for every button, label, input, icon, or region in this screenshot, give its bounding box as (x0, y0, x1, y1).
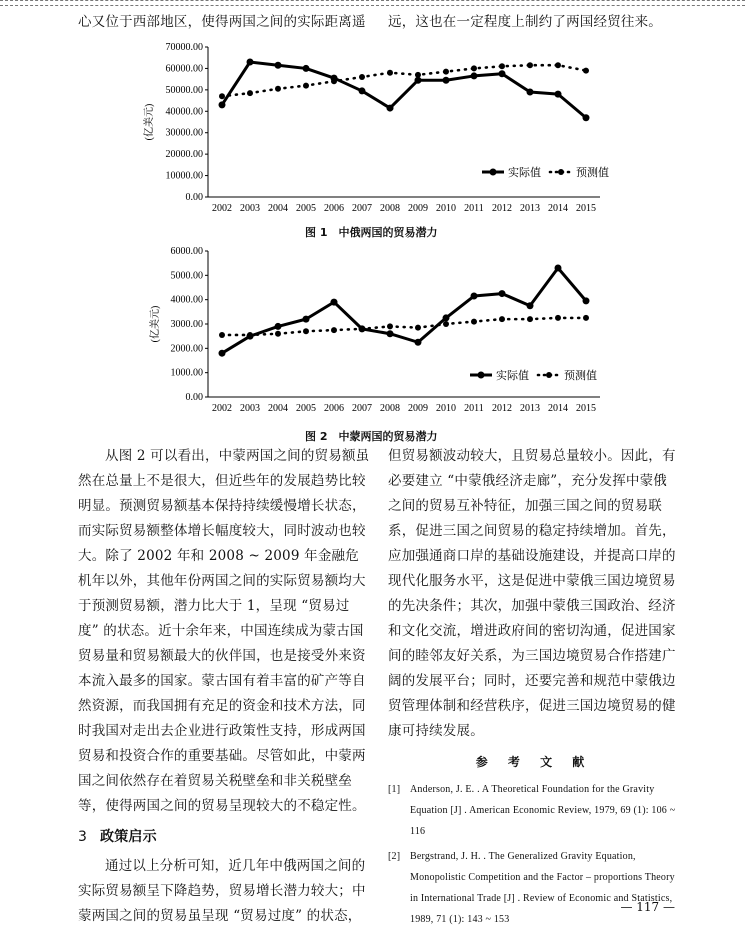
x-tick-label: 2015 (576, 403, 596, 414)
body-paragraph: 从图 2 可以看出，中蒙两国之间的贸易额虽然在总量上不是很大，但近些年的发展趋势比较明显。预测贸易额基本保持持续缓慢增长状态，而实际贸易额整体增长幅度较大，同时波动也较大。除了 2002 年和 2008 ~ 2009 年金融危机年以外，其他年份两国之间的实际贸易额均大于预测贸易额，潜力比大于 1，呈现 “贸易过度” 的状态。近十余年来，中国连续成为蒙古国贸易量和贸易额最大的伙伴国，也是接受外来资本流入最多的国家。蒙古国有着丰富的矿产等自然资源，而我国拥有充足的资金和技术方法，同时我国对走出去企业进行政策性支持，形成两国贸易和投资合作的重要基础。尽管如此，中蒙两国之间依然存在着贸易关税壁垒和非关税壁垒等，使得两国之间的贸易呈现较大的不稳定性。 (78, 448, 370, 814)
data-point-actual (583, 114, 590, 121)
y-tick-label: 5000.00 (170, 270, 203, 282)
page-number: — 117 — (620, 900, 675, 914)
data-point-actual (275, 62, 282, 69)
legend-label-predicted: 预测值 (576, 167, 609, 179)
x-tick-label: 2013 (520, 203, 540, 214)
data-point-actual (499, 290, 506, 297)
data-point-predicted (303, 328, 309, 334)
x-tick-label: 2014 (548, 403, 568, 414)
x-tick-label: 2009 (408, 403, 428, 414)
x-tick-label: 2003 (240, 203, 260, 214)
data-point-predicted (247, 90, 253, 96)
x-tick-label: 2007 (352, 403, 372, 414)
x-tick-label: 2010 (436, 403, 456, 414)
x-tick-label: 2004 (268, 203, 288, 214)
data-point-predicted (331, 327, 337, 333)
data-point-predicted (471, 65, 477, 71)
data-point-actual (527, 302, 534, 309)
data-point-predicted (275, 86, 281, 92)
body-paragraph: 通过以上分析可知，近几年中俄两国之间的实际贸易额呈下降趋势，贸易增长潜力较大；中蒙两国之间的贸易虽呈现 “贸易过度” 的状态， (78, 858, 366, 924)
data-point-predicted (555, 315, 561, 321)
data-point-predicted (499, 316, 505, 322)
figure-2-caption: 图 2 中蒙两国的贸易潜力 (305, 430, 438, 443)
left-column (78, 444, 370, 929)
legend-marker-actual (490, 169, 497, 176)
data-point-predicted (387, 323, 393, 329)
y-tick-label: 3000.00 (170, 319, 203, 330)
x-tick-label: 2013 (520, 403, 540, 414)
data-point-predicted (219, 93, 225, 99)
data-point-predicted (359, 74, 365, 80)
section-heading (78, 825, 370, 850)
data-point-actual (555, 265, 562, 272)
y-tick-label: 30000.00 (165, 127, 203, 139)
data-point-predicted (499, 63, 505, 69)
data-point-predicted (443, 321, 449, 327)
legend-label-actual: 实际值 (508, 167, 541, 179)
y-tick-label: 50000.00 (165, 84, 203, 96)
reference-item (388, 779, 680, 842)
y-tick-label: 70000.00 (165, 42, 203, 53)
x-tick-label: 2009 (408, 203, 428, 214)
figure-1-caption: 图 1 中俄两国的贸易潜力 (305, 226, 438, 239)
top-text-right: 远，这也在一定程度上制约了两国经贸往来。 (388, 14, 662, 30)
x-tick-label: 2012 (492, 203, 512, 214)
x-tick-label: 2015 (576, 203, 596, 214)
figure-1 (0, 36, 745, 239)
data-point-actual (303, 65, 310, 72)
figure-2-chart (0, 240, 745, 420)
data-point-predicted (303, 83, 309, 89)
data-point-actual (555, 91, 562, 98)
figure-1-chart (0, 36, 745, 221)
x-tick-label: 2014 (548, 203, 568, 214)
references-heading: 参 考 文 献 (475, 755, 593, 769)
x-tick-label: 2005 (296, 403, 316, 414)
y-axis-label: (亿美元) (144, 103, 155, 141)
x-tick-label: 2007 (352, 203, 372, 214)
x-tick-label: 2006 (324, 403, 344, 414)
y-tick-label: 4000.00 (170, 294, 203, 306)
data-point-predicted (443, 69, 449, 75)
data-point-actual (583, 297, 590, 304)
data-point-predicted (331, 78, 337, 84)
data-point-actual (247, 59, 254, 66)
y-tick-label: 20000.00 (165, 149, 203, 161)
data-point-predicted (275, 331, 281, 337)
legend-marker-predicted (546, 372, 552, 378)
data-point-actual (443, 314, 450, 321)
x-tick-label: 2008 (380, 203, 400, 214)
data-point-actual (275, 323, 282, 330)
y-tick-label: 40000.00 (165, 106, 203, 118)
y-tick-label: 6000.00 (170, 246, 203, 257)
data-point-actual (443, 77, 450, 84)
data-point-predicted (583, 68, 589, 74)
y-tick-label: 60000.00 (165, 63, 203, 75)
data-point-actual (471, 293, 478, 300)
x-tick-label: 2003 (240, 403, 260, 414)
data-point-predicted (359, 326, 365, 332)
data-point-actual (331, 299, 338, 306)
y-tick-label: 1000.00 (170, 367, 203, 379)
data-point-predicted (387, 70, 393, 76)
data-point-predicted (527, 62, 533, 68)
y-tick-label: 0.00 (185, 392, 203, 403)
data-point-actual (219, 101, 226, 108)
y-axis-label: (亿美元) (150, 305, 161, 343)
legend-label-predicted: 预测值 (564, 370, 597, 382)
x-tick-label: 2002 (212, 203, 232, 214)
data-point-predicted (247, 332, 253, 338)
data-point-predicted (219, 332, 225, 338)
reference-number: [2] (388, 851, 401, 862)
data-point-predicted (415, 325, 421, 331)
data-point-actual (303, 316, 310, 323)
series-line-actual (222, 268, 586, 353)
data-point-predicted (415, 72, 421, 78)
reference-text: Bergstrand, J. H. . The Generalized Gravity Equation, Monopolistic Competition and the Factor – proportions Theory in International Trade [J] . Review of Economic and Statistics, 1989, 71 (1): 143 ~ 153 (410, 851, 675, 925)
x-tick-label: 2010 (436, 203, 456, 214)
legend-marker-predicted (558, 169, 564, 175)
data-point-actual (387, 105, 394, 112)
data-point-actual (415, 339, 422, 346)
x-tick-label: 2002 (212, 403, 232, 414)
top-text-left: 心又位于西部地区，使得两国之间的实际距离遥 (78, 14, 366, 30)
legend-label-actual: 实际值 (496, 370, 529, 382)
x-tick-label: 2012 (492, 403, 512, 414)
reference-item (388, 846, 680, 930)
section-title: 政策启示 (100, 829, 157, 845)
body-paragraph: 但贸易额波动较大，且贸易总量较小。因此，有必要建立 “中蒙俄经济走廊”，充分发挥中蒙俄之间的贸易互补特征，加强三国之间的贸易联系，促进三国之间贸易的稳定持续增加。首先，应加强通商口岸的基础设施建设，并提高口岸的现代化服务水平，这是促进中蒙俄三国边境贸易的先决条件；其次，加强中蒙俄三国政治、经济和文化交流，增进政府间的密切沟通，促进国家间的睦邻友好关系，为三国边境贸易合作搭建广阔的发展平台；同时，还要完善和规范中蒙俄边贸管理体制和经营秩序，促进三国边境贸易的健康可持续发展。 (388, 448, 676, 739)
data-point-actual (499, 70, 506, 77)
reference-number: [1] (388, 784, 401, 795)
right-column (388, 444, 680, 930)
data-point-predicted (555, 62, 561, 68)
x-tick-label: 2004 (268, 403, 288, 414)
data-point-predicted (583, 315, 589, 321)
data-point-actual (359, 87, 366, 94)
x-tick-label: 2011 (464, 203, 484, 214)
data-point-actual (527, 89, 534, 96)
x-tick-label: 2008 (380, 403, 400, 414)
data-point-predicted (527, 316, 533, 322)
figure-2 (0, 240, 745, 443)
data-point-actual (387, 330, 394, 337)
x-tick-label: 2005 (296, 203, 316, 214)
data-point-actual (471, 72, 478, 79)
x-tick-label: 2011 (464, 403, 484, 414)
reference-text: Anderson, J. E. . A Theoretical Foundation for the Gravity Equation [J] . American Economic Review, 1979, 69 (1): 106 ~ 116 (410, 784, 676, 837)
data-point-actual (219, 350, 226, 357)
data-point-predicted (471, 319, 477, 325)
legend-marker-actual (478, 372, 485, 379)
y-tick-label: 2000.00 (170, 343, 203, 355)
section-number: 3 (78, 829, 88, 845)
y-tick-label: 0.00 (185, 192, 203, 203)
header-rule (0, 0, 745, 6)
y-tick-label: 10000.00 (165, 170, 203, 182)
x-tick-label: 2006 (324, 203, 344, 214)
